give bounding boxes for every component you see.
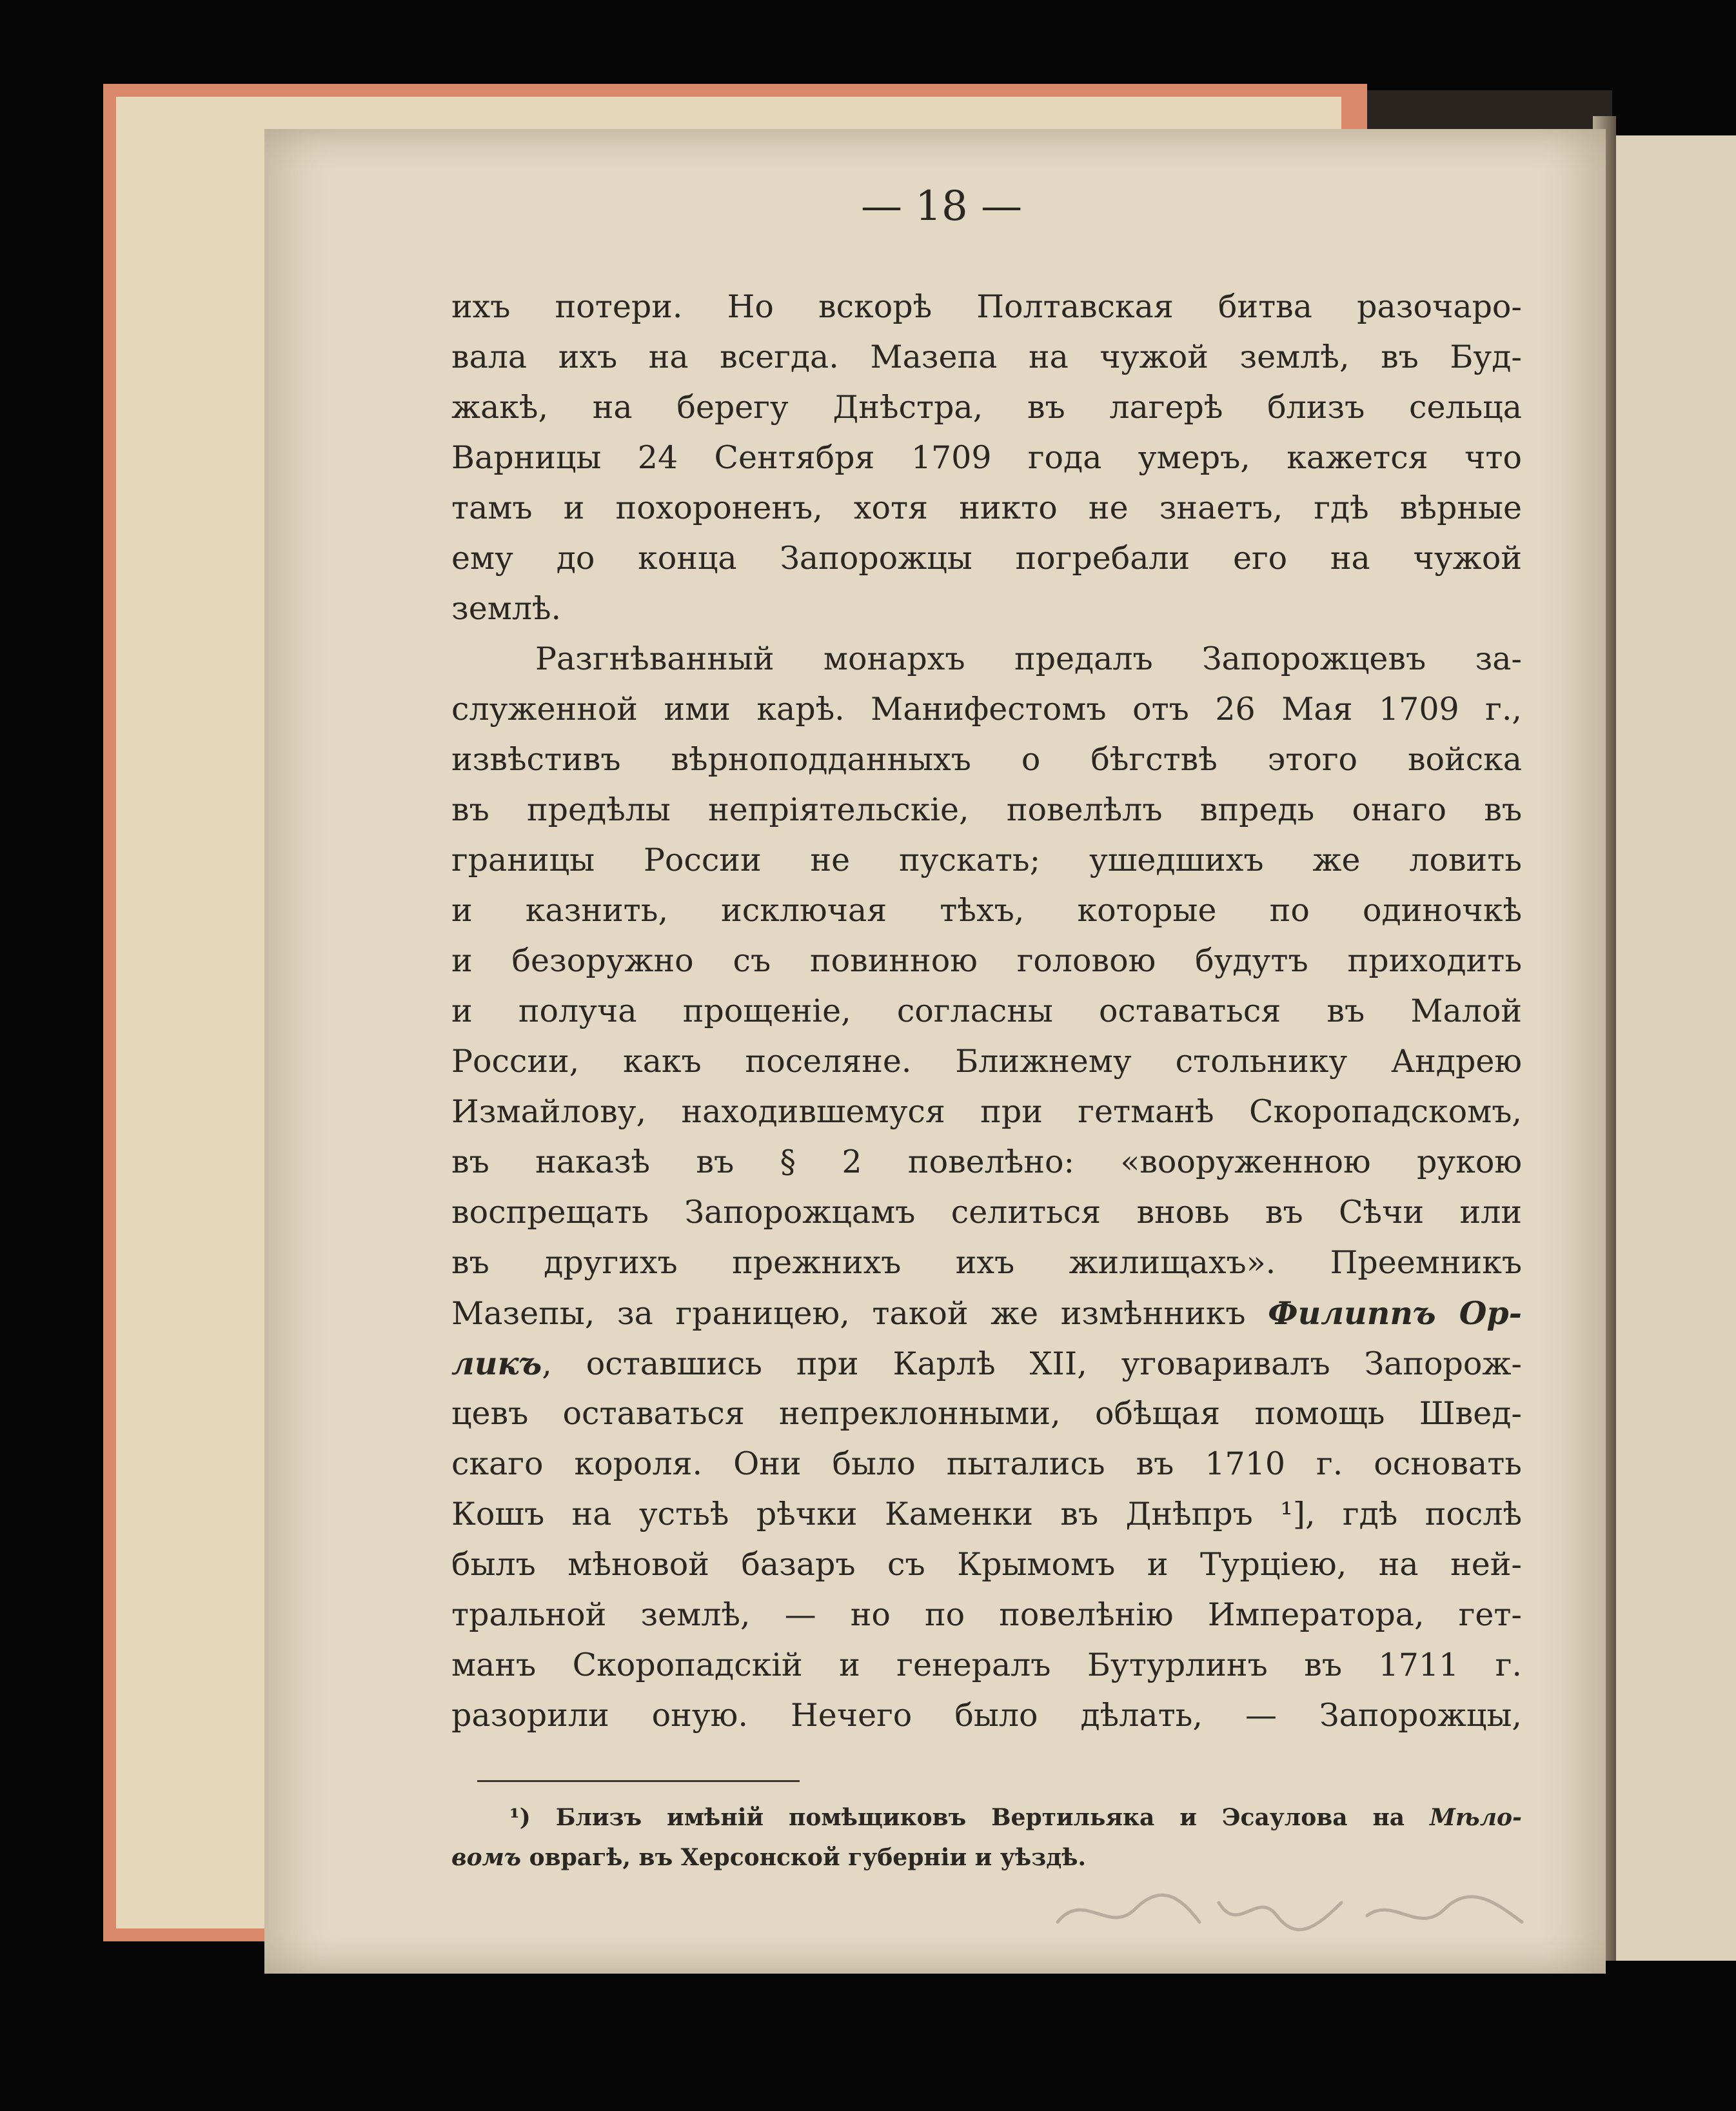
- emphasized-name: ликъ: [451, 1345, 542, 1382]
- text-line: тральной землѣ, — но по повелѣнію Императора, гет-: [451, 1596, 1522, 1633]
- text-line: землѣ.: [451, 590, 562, 627]
- text-line: [451, 1340, 1522, 1387]
- text-line: и казнить, исключая тѣхъ, которые по одиночкѣ: [451, 892, 1522, 929]
- page-number: — 18 —: [860, 183, 1023, 230]
- text-line: въ наказѣ въ § 2 повелѣно: «вооруженною рукою: [451, 1144, 1522, 1180]
- footnote-emph: Мѣло-: [1430, 1804, 1522, 1831]
- footnote-line: [509, 1798, 1522, 1837]
- text-line: вала ихъ на всегда. Мазепа на чужой землѣ, въ Буд-: [451, 339, 1522, 375]
- text-line: Варницы 24 Сентября 1709 года умеръ, кажется что: [451, 439, 1522, 476]
- text-line: Измайлову, находившемуся при гетманѣ Скоропадскомъ,: [451, 1093, 1522, 1130]
- text-line: служенной ими карѣ. Манифестомъ отъ 26 Мая 1709 г.,: [451, 691, 1522, 728]
- next-page-edge: [1612, 135, 1736, 1961]
- text-line: разорили оную. Нечего было дѣлать, — Запорожцы,: [451, 1697, 1522, 1734]
- emphasized-name: Филиппъ Ор-: [1268, 1294, 1522, 1332]
- text-line: цевъ оставаться непреклонными, обѣщая помощь Швед-: [451, 1395, 1522, 1432]
- text-line: въ предѣлы непріятельскіе, повелѣлъ впредь онаго въ: [451, 791, 1522, 828]
- footnote-separator: [477, 1780, 800, 1782]
- handwritten-signature: [1045, 1877, 1535, 1948]
- text-line: ему до конца Запорожцы погребали его на чужой: [451, 540, 1522, 577]
- text-line: и получа прощеніе, согласны оставаться въ Малой: [451, 993, 1522, 1029]
- text-line: [451, 1290, 1522, 1336]
- text-line: Кошъ на устьѣ рѣчки Каменки въ Днѣпръ ¹], гдѣ послѣ: [451, 1496, 1522, 1532]
- text-line: извѣстивъ вѣрноподданныхъ о бѣгствѣ этого войска: [451, 741, 1522, 778]
- text-line: Разгнѣванный монархъ предалъ Запорожцевъ за-: [535, 640, 1522, 677]
- text-line: въ другихъ прежнихъ ихъ жилищахъ». Преемникъ: [451, 1244, 1522, 1281]
- footnote-text: оврагѣ, въ Херсонской губерніи и уѣздѣ.: [521, 1844, 1087, 1871]
- text-line: жакѣ, на берегу Днѣстра, въ лагерѣ близъ сельца: [451, 389, 1522, 426]
- text-line: ихъ потери. Но вскорѣ Полтавская битва разочаро-: [451, 288, 1522, 325]
- text-line: манъ Скоропадскій и генералъ Бутурлинъ въ 1711 г.: [451, 1647, 1522, 1683]
- text-line: тамъ и похороненъ, хотя никто не знаетъ, гдѣ вѣрные: [451, 490, 1522, 526]
- text-segment: Мазепы, за границею, такой же измѣнникъ: [451, 1295, 1268, 1332]
- footnote-emph: вомъ: [451, 1844, 522, 1871]
- text-line: воспрещать Запорожцамъ селиться вновь въ Сѣчи или: [451, 1194, 1522, 1231]
- footnote-line: [451, 1838, 1522, 1877]
- text-line: границы России не пускать; ушедшихъ же ловить: [451, 842, 1522, 878]
- text-segment: , оставшись при Карлѣ XII, уговаривалъ Запорож-: [542, 1345, 1522, 1382]
- footnote-text: ¹) Близъ имѣній помѣщиковъ Вертильяка и Эсаулова на: [509, 1804, 1430, 1831]
- text-line: былъ мѣновой базаръ съ Крымомъ и Турціею, на ней-: [451, 1546, 1522, 1583]
- text-line: и безоружно съ повинною головою будутъ приходить: [451, 942, 1522, 979]
- text-line: России, какъ поселяне. Ближнему стольнику Андрею: [451, 1043, 1522, 1080]
- text-line: скаго короля. Они было пытались въ 1710 г. основать: [451, 1445, 1522, 1482]
